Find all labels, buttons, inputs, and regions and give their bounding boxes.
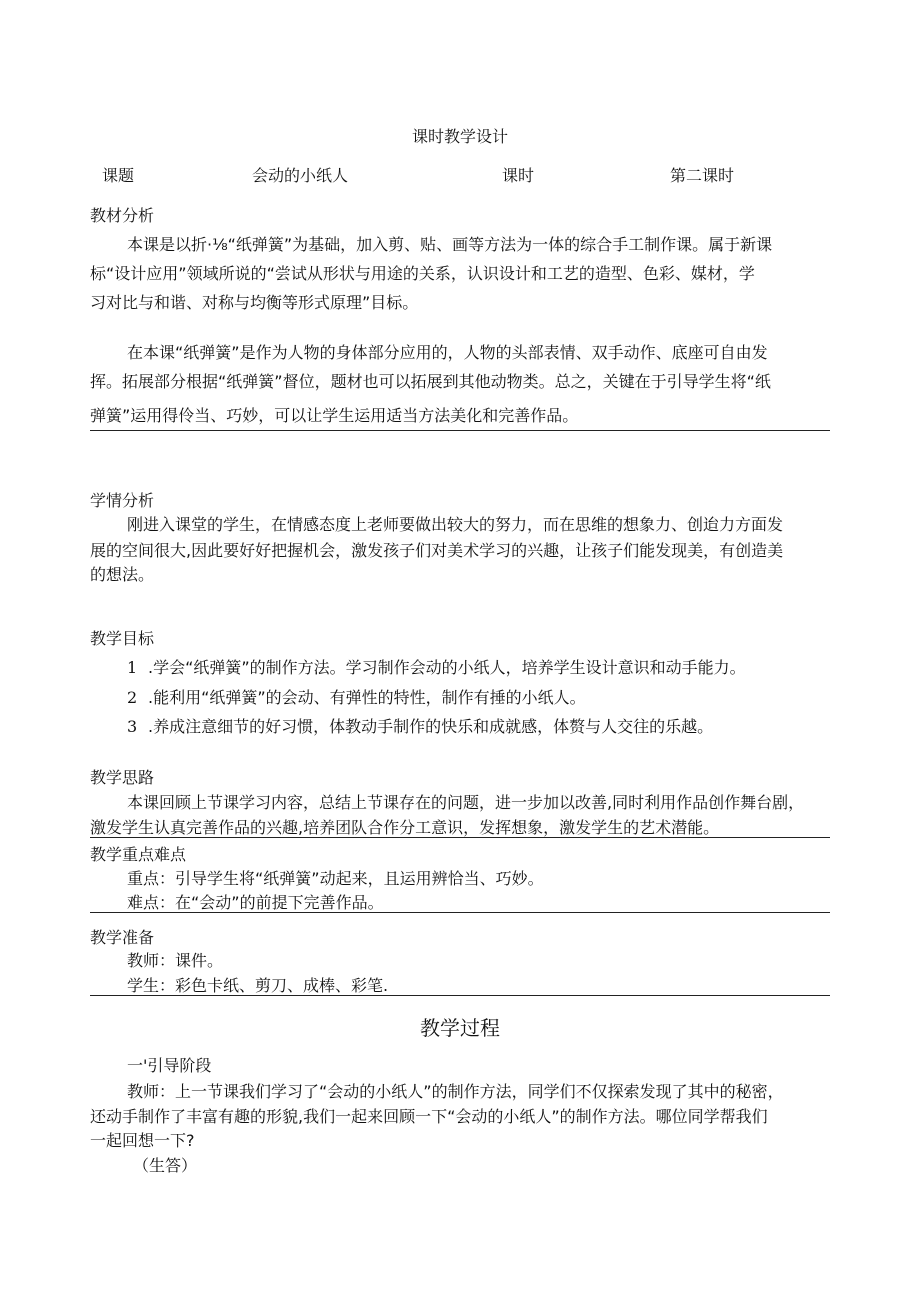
prep-heading: 教学准备 <box>90 928 155 947</box>
goal-number: 2 <box>127 688 138 707</box>
prep-student: 学生：彩色卡纸、剪刀、成棒、彩笔. <box>127 976 389 995</box>
process-answer: （生答） <box>133 1156 198 1175</box>
period-value: 第二课时 <box>670 166 735 185</box>
goal-text: .学会“纸弹簧”的制作方法。学习制作会动的小纸人，培养学生设计意识和动手能力。 <box>148 658 746 677</box>
material-heading: 教材分析 <box>90 206 155 225</box>
goal-text: .养成注意细节的好习惯，体教动手制作的快乐和成就感，体赘与人交往的乐越。 <box>148 717 714 736</box>
difficult-point: 难点：在“会动”的前提下完善作品。 <box>127 893 384 912</box>
approach-line: 激发学生认真完善作品的兴趣,培养团队合作分工意识，发挥想象，激发学生的艺术潜能。 <box>90 818 720 837</box>
material-p2-line: 在本课“纸弹簧”是作为人物的身体部分应用的，人物的头部表情、双手动作、底座可自由发 <box>127 343 768 362</box>
section-divider <box>90 995 830 996</box>
topic-label: 课题 <box>102 166 135 185</box>
document-title: 课时教学设计 <box>411 127 508 146</box>
process-line: 还动手制作了丰富有趣的形貌,我们一起来回顾一下“会动的小纸人”的制作方法。哪位同学帮我们 <box>90 1107 768 1126</box>
process-stage: 一'引导阶段 <box>127 1056 212 1075</box>
students-line: 刚进入课堂的学生，在情感态度上老师要做出较大的努力，而在思维的想象力、创迨力方面发 <box>127 515 784 534</box>
goal-number: 3 <box>127 717 138 736</box>
material-p1-line: 本课是以折·⅛“纸弹簧”为基础，加入剪、贴、画等方法为一体的综合手工制作课。属于新课 <box>127 235 773 254</box>
keypoints-heading: 教学重点难点 <box>90 845 187 864</box>
process-line: 教师：上一节课我们学习了“会动的小纸人”的制作方法，同学们不仅探索发现了其中的秘密， <box>127 1082 784 1101</box>
material-p1-line: 习对比与和谐、对称与均衡等形式原理”目标。 <box>90 293 419 312</box>
goal-number: 1 <box>127 658 138 677</box>
key-point: 重点：引导学生将“纸弹簧”动起来，且运用辨恰当、巧妙。 <box>127 869 544 888</box>
prep-teacher: 教师：课件。 <box>127 951 224 970</box>
topic-value: 会动的小纸人 <box>252 166 349 185</box>
approach-line: 本课回顾上节课学习内容，总结上节课存在的问题，进一步加以改善,同时利用作品创作舞台剧， <box>127 793 805 812</box>
students-line: 展的空间很大,因此要好好把握机会，激发孩子们对美术学习的兴趣，让孩子们能发现美，有创造美 <box>90 541 784 560</box>
material-p2-line: 挥。拓展部分根据“纸弹簧”督位，题材也可以拓展到其他动物类。总之，关键在于引导学生将“纸 <box>90 372 771 391</box>
students-line: 的想法。 <box>90 565 155 584</box>
section-divider <box>90 430 830 431</box>
goals-heading: 教学目标 <box>90 629 155 648</box>
material-p1-line: 标“设计应用”领域所说的“尝试从形状与用途的关系，认识设计和工艺的造型、色彩、媒材，学 <box>90 264 755 283</box>
approach-heading: 教学思路 <box>90 768 155 787</box>
students-heading: 学情分析 <box>90 491 155 510</box>
period-label: 课时 <box>502 166 535 185</box>
section-divider <box>90 837 830 838</box>
goal-text: .能利用“纸弹簧”的会动、有弹性的特性，制作有捶的小纸人。 <box>148 688 586 707</box>
process-line: 一起回想一下? <box>90 1131 195 1150</box>
section-divider <box>90 912 830 913</box>
process-heading: 教学过程 <box>420 1016 500 1040</box>
material-p2-line: 弹簧”运用得伶当、巧妙，可以让学生运用适当方法美化和完善作品。 <box>90 406 579 425</box>
